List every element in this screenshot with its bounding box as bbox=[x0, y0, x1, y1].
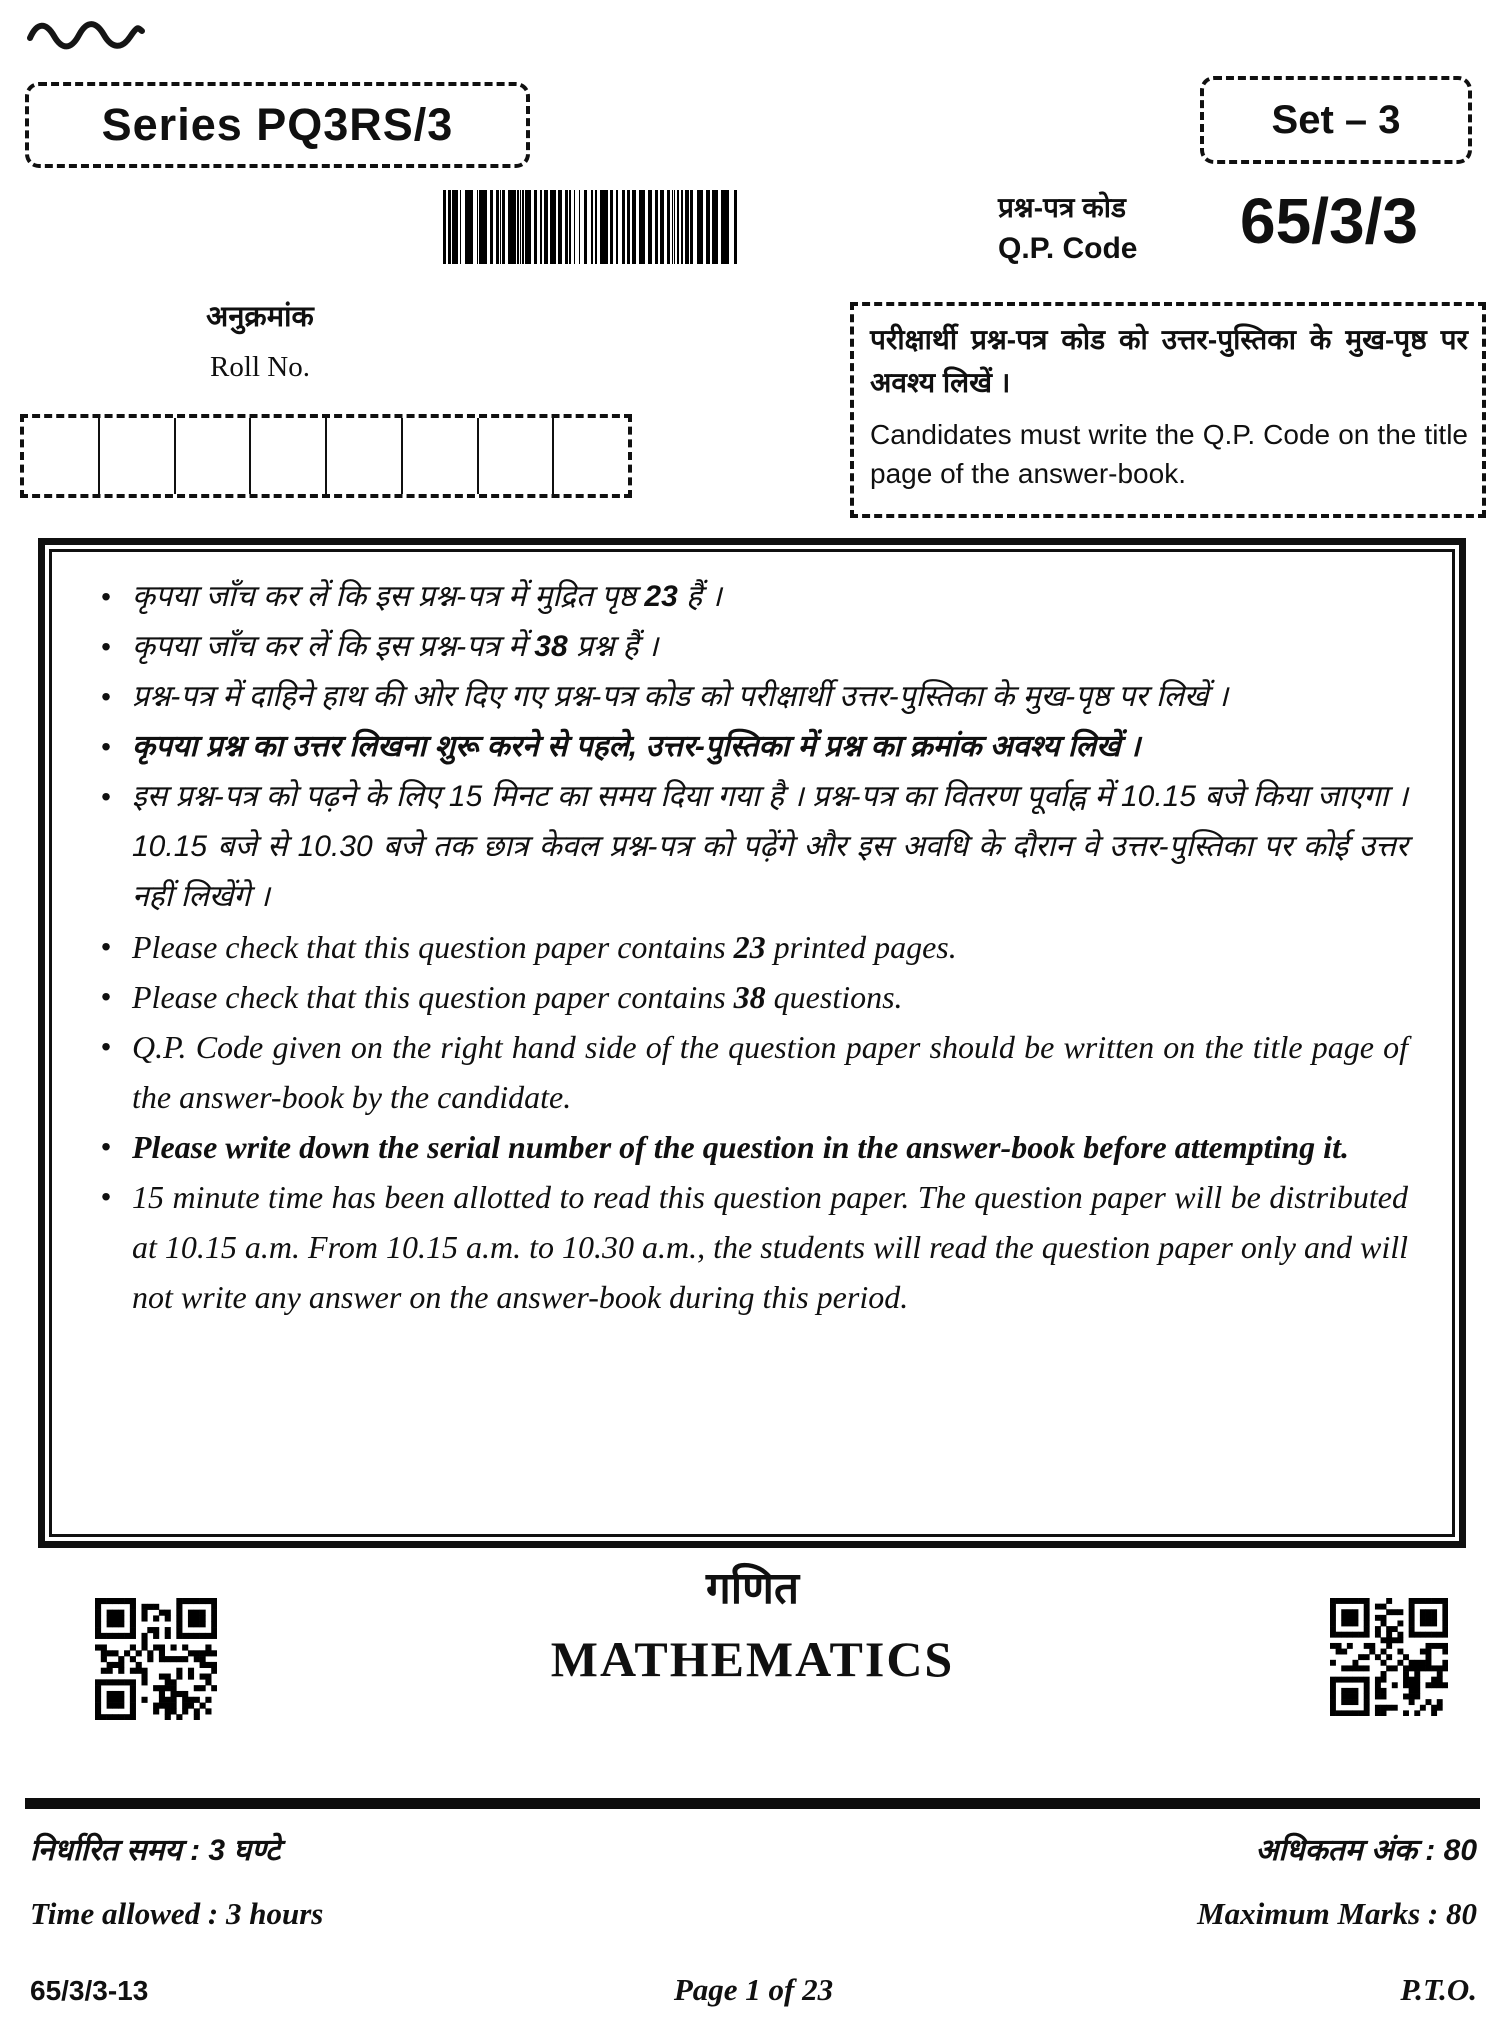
roll-label-hindi: अनुक्रमांक bbox=[206, 301, 314, 333]
bullet-icon: • bbox=[101, 1031, 111, 1062]
subject-title-hindi: गणित bbox=[705, 1564, 800, 1613]
qp-code-label-hindi: प्रश्न-पत्र कोड bbox=[998, 192, 1126, 223]
maximum-marks-hindi: अधिकतम अंक : 80 bbox=[1255, 1834, 1477, 1867]
candidate-note-hindi: परीक्षार्थी प्रश्न-पत्र कोड को उत्तर-पुस्तिका के मुख-पृष्ठ पर अवश्य लिखें । bbox=[870, 324, 1468, 399]
instruction-text: कृपया जाँच कर लें कि इस प्रश्न-पत्र में 38 प्रश्न हैं । bbox=[132, 630, 659, 663]
bullet-icon: • bbox=[101, 931, 111, 962]
footer-row-hindi bbox=[30, 1828, 1477, 1869]
set-label: Set – 3 bbox=[1271, 97, 1401, 142]
qp-code-labels bbox=[998, 188, 1137, 266]
page-indicator: Page 1 of 23 bbox=[673, 1972, 834, 2007]
subject-title-english: MATHEMATICS bbox=[550, 1631, 955, 1687]
qp-code-value: 65/3/3 bbox=[1240, 185, 1418, 257]
instruction-item bbox=[80, 622, 1408, 672]
instruction-text: Please check that this question paper contains 23 printed pages. bbox=[132, 929, 957, 965]
bullet-icon: • bbox=[101, 1181, 111, 1212]
instruction-item bbox=[80, 572, 1408, 622]
instruction-text: Please check that this question paper contains 38 questions. bbox=[132, 979, 903, 1015]
instructions-hindi bbox=[80, 572, 1408, 922]
candidate-note-english: Candidates must write the Q.P. Code on the title page of the answer-book. bbox=[870, 418, 1468, 489]
footer-divider bbox=[25, 1798, 1480, 1809]
qr-code-right bbox=[1330, 1598, 1448, 1721]
barcode bbox=[443, 190, 737, 264]
time-allowed-english: Time allowed : 3 hours bbox=[30, 1896, 324, 1931]
roll-digit-cell bbox=[479, 418, 555, 494]
roll-digit-cell bbox=[554, 418, 628, 494]
footer-row-english bbox=[30, 1896, 1477, 1932]
series-box bbox=[25, 82, 530, 168]
general-instructions-inner bbox=[49, 549, 1455, 1537]
instruction-text: कृपया जाँच कर लें कि इस प्रश्न-पत्र में मुद्रित पृष्ठ 23 हैं । bbox=[132, 580, 722, 613]
instructions-english bbox=[80, 922, 1408, 1322]
bullet-icon: • bbox=[101, 781, 111, 812]
instruction-text: Please write down the serial number of the question in the answer-book before attempting it. bbox=[132, 1129, 1349, 1165]
bullet-icon: • bbox=[101, 731, 111, 762]
bullet-icon: • bbox=[101, 681, 111, 712]
instruction-item bbox=[80, 722, 1408, 772]
instruction-text: प्रश्न-पत्र में दाहिने हाथ की ओर दिए गए प्रश्न-पत्र कोड को परीक्षार्थी उत्तर-पुस्तिका के मुख-पृष्ठ पर लिखें । bbox=[132, 680, 1229, 713]
roll-number-label bbox=[140, 296, 380, 384]
bullet-icon: • bbox=[101, 581, 111, 612]
candidate-note-box bbox=[850, 302, 1486, 518]
instruction-item bbox=[80, 1022, 1408, 1122]
series-label: Series PQ3RS/3 bbox=[101, 99, 454, 150]
roll-digit-cell bbox=[100, 418, 176, 494]
roll-digit-cell bbox=[176, 418, 252, 494]
instruction-item bbox=[80, 1122, 1408, 1172]
instruction-item bbox=[80, 1172, 1408, 1322]
instruction-item bbox=[80, 922, 1408, 972]
footer-code: 65/3/3-13 bbox=[30, 1975, 149, 2006]
roll-label-english: Roll No. bbox=[210, 351, 310, 383]
instruction-item bbox=[80, 972, 1408, 1022]
set-box bbox=[1200, 76, 1472, 164]
footer-row-page bbox=[30, 1972, 1477, 2008]
roll-number-boxes bbox=[20, 414, 632, 498]
maximum-marks-english: Maximum Marks : 80 bbox=[1197, 1896, 1477, 1931]
bullet-icon: • bbox=[101, 631, 111, 662]
roll-digit-cell bbox=[327, 418, 403, 494]
roll-digit-cell bbox=[24, 418, 100, 494]
general-instructions-box bbox=[38, 538, 1466, 1548]
pto-label: P.T.O. bbox=[1400, 1972, 1477, 2007]
instruction-text: Q.P. Code given on the right hand side of the question paper should be written on the title page of the answer-book by the candidate. bbox=[132, 1029, 1408, 1115]
time-allowed-hindi: निर्धारित समय : 3 घण्टे bbox=[30, 1834, 281, 1867]
instruction-item bbox=[80, 672, 1408, 722]
squiggle-mark bbox=[24, 14, 164, 55]
roll-digit-cell bbox=[251, 418, 327, 494]
instruction-text: 15 minute time has been allotted to read this question paper. The question paper will be distributed at 10.15 a.m. From 10.15 a.m. to 10.30 a.m., the students will read the question paper only and will not write any answer on the answer-book during this period. bbox=[132, 1179, 1408, 1315]
instruction-item bbox=[80, 772, 1408, 922]
instruction-text: इस प्रश्न-पत्र को पढ़ने के लिए 15 मिनट का समय दिया गया है । प्रश्न-पत्र का वितरण पूर्वाह्न में 10.15 बजे किया जाएगा । 10.15 बजे से 10.30 बजे तक छात्र केवल प्रश्न-पत्र को पढ़ेंगे और इस अवधि के दौरान वे उत्तर-पुस्तिका पर कोई उत्तर नहीं लिखेंगे । bbox=[132, 780, 1408, 913]
roll-digit-cell bbox=[403, 418, 479, 494]
instruction-text: कृपया प्रश्न का उत्तर लिखना शुरू करने से पहले, उत्तर-पुस्तिका में प्रश्न का क्रमांक अवश्य लिखें । bbox=[132, 730, 1141, 763]
qr-code-left bbox=[95, 1598, 217, 1725]
bullet-icon: • bbox=[101, 981, 111, 1012]
bullet-icon: • bbox=[101, 1131, 111, 1162]
qp-code-label-english: Q.P. Code bbox=[998, 232, 1138, 265]
